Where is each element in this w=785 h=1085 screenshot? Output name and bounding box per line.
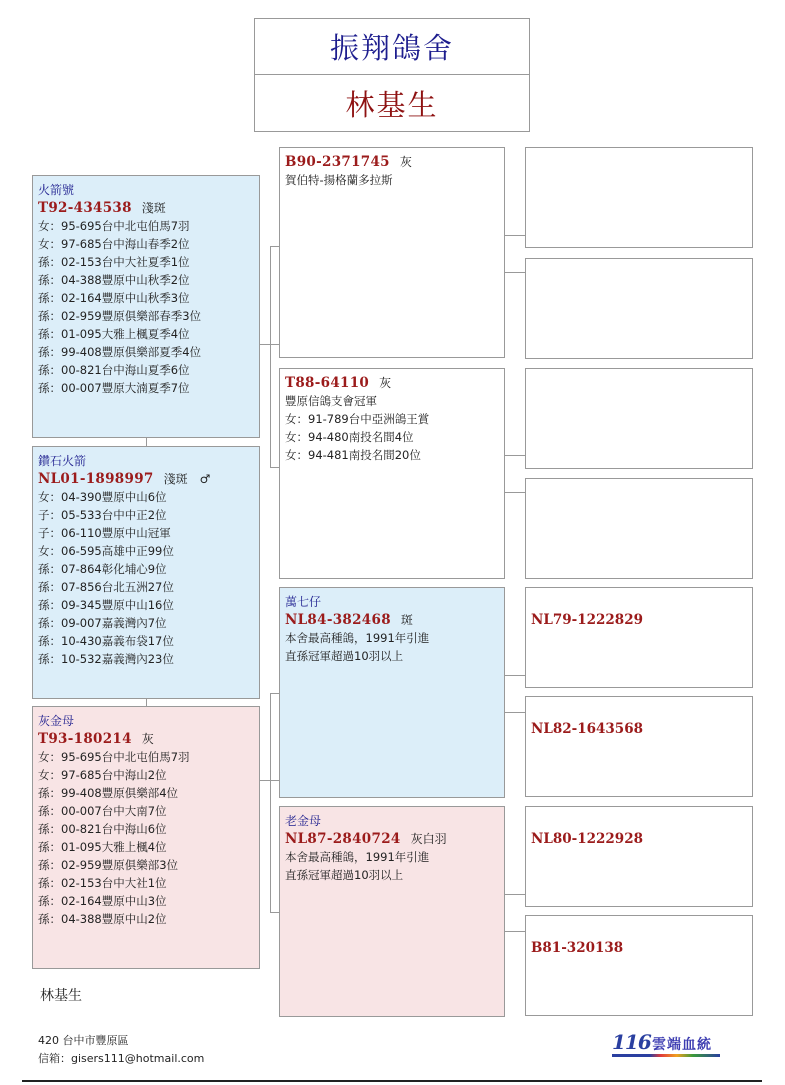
owner-name: 林基生 xyxy=(345,88,439,122)
sire-result: 孫：10-532嘉義灣內23位 xyxy=(38,652,174,666)
gen2-note: 女：94-480南投名間4位 xyxy=(285,430,414,444)
sire-ring-line xyxy=(38,470,254,488)
gen2-color: 灰 xyxy=(399,155,412,169)
gen2-ring: NL87-2840724 xyxy=(285,831,401,847)
gen2-note: 本舍最高種鴿，1991年引進 xyxy=(285,631,430,645)
footer-address: 420 台中市豐原區 xyxy=(38,1034,129,1047)
male-icon: ♂ xyxy=(199,472,211,486)
gen3-ring: NL79-1222829 xyxy=(531,612,643,628)
subject-ring: T92-434538 xyxy=(38,200,132,216)
dam-color: 灰 xyxy=(141,732,154,746)
gen2-note: 直孫冠軍超過10羽以上 xyxy=(285,868,404,882)
dam-result: 孫：02-164豐原中山3位 xyxy=(38,894,167,908)
dam-ring: T93-180214 xyxy=(38,731,132,747)
connector-sire-out xyxy=(259,344,279,345)
logo-text: 雲端血統 xyxy=(652,1037,712,1053)
gen3-ring: NL80-1222928 xyxy=(531,831,643,847)
connector-dam-branch xyxy=(270,693,271,913)
sire-result: 孫：10-430嘉義布袋17位 xyxy=(38,634,174,648)
subject-result: 孫：00-007豐原大湳夏季7位 xyxy=(38,381,190,395)
connector-g2b-bottom xyxy=(504,492,526,493)
gen2-ring: B90-2371745 xyxy=(285,154,390,170)
dam-result: 女：95-695台中北屯伯馬7羽 xyxy=(38,750,190,764)
sire-card xyxy=(32,446,260,699)
gen2-name: 老金母 xyxy=(285,814,322,828)
gen2-color: 灰 xyxy=(379,376,392,390)
sire-result: 子：06-110豐原中山冠軍 xyxy=(38,526,171,540)
loft-name: 振翔鴿舍 xyxy=(255,19,529,75)
gen2-note: 豐原信鴿支會冠軍 xyxy=(285,394,377,408)
gen2-card-sire-sire xyxy=(279,147,505,358)
sire-result: 子：05-533台中中正2位 xyxy=(38,508,167,522)
gen3-card xyxy=(525,806,753,907)
gen2-note: 賀伯特-揚格蘭多拉斯 xyxy=(285,173,393,187)
dam-result: 孫：02-153台中大社1位 xyxy=(38,876,167,890)
subject-result: 女：95-695台中北屯伯馬7羽 xyxy=(38,219,190,233)
subject-result: 女：97-685台中海山春季2位 xyxy=(38,237,190,251)
subject-card xyxy=(32,175,260,438)
subject-result: 孫：04-388豐原中山秋季2位 xyxy=(38,273,190,287)
sire-result: 孫：07-856台北五洲27位 xyxy=(38,580,174,594)
dam-result: 孫：00-007台中大南7位 xyxy=(38,804,167,818)
footer-email: 信箱：gisers111@hotmail.com xyxy=(38,1052,205,1065)
gen2-ring-line xyxy=(285,153,499,171)
connector-g2d-bottom xyxy=(504,931,526,932)
subject-result: 孫：00-821台中海山夏季6位 xyxy=(38,363,190,377)
sire-result: 孫：07-864彰化埔心9位 xyxy=(38,562,167,576)
gen2-color: 灰白羽 xyxy=(410,832,447,846)
gen2-ring-line xyxy=(285,611,499,629)
gen3-card xyxy=(525,258,753,359)
gen2-note: 本舍最高種鴿，1991年引進 xyxy=(285,850,430,864)
subject-name: 火箭號 xyxy=(38,183,75,197)
gen2-color: 斑 xyxy=(400,613,413,627)
sire-color: 淺斑 xyxy=(163,472,188,486)
gen2-card-dam-dam xyxy=(279,806,505,1017)
footer-owner: 林基生 xyxy=(40,988,82,1004)
dam-result: 孫：04-388豐原中山2位 xyxy=(38,912,167,926)
gen2-ring-line xyxy=(285,374,499,392)
header-box xyxy=(254,18,530,132)
connector-g2b-top xyxy=(504,455,526,456)
sire-name: 鑽石火箭 xyxy=(38,454,87,468)
dam-result: 孫：00-821台中海山6位 xyxy=(38,822,167,836)
dam-name: 灰金母 xyxy=(38,714,75,728)
connector-g2c-bottom xyxy=(504,712,526,713)
subject-ring-line xyxy=(38,199,254,217)
dam-ring-line xyxy=(38,730,254,748)
gen3-card xyxy=(525,915,753,1016)
gen2-ring: T88-64110 xyxy=(285,375,370,391)
gen3-ring: NL82-1643568 xyxy=(531,721,643,737)
subject-result: 孫：02-153台中大社夏季1位 xyxy=(38,255,190,269)
connector-g2a-top xyxy=(504,235,526,236)
dam-result: 孫：99-408豐原俱樂部4位 xyxy=(38,786,179,800)
dam-result: 孫：02-959豐原俱樂部3位 xyxy=(38,858,179,872)
sire-result: 孫：09-007嘉義灣內7位 xyxy=(38,616,167,630)
gen3-card xyxy=(525,696,753,797)
gen2-note: 女：91-789台中亞洲鴿王賞 xyxy=(285,412,430,426)
bottom-divider xyxy=(22,1080,762,1082)
gen3-card xyxy=(525,147,753,248)
connector-dam-out xyxy=(259,780,279,781)
subject-result: 孫：02-164豐原中山秋季3位 xyxy=(38,291,190,305)
connector-g2d-top xyxy=(504,894,526,895)
subject-color: 淺斑 xyxy=(141,201,166,215)
sire-result: 女：04-390豐原中山6位 xyxy=(38,490,167,504)
connector-sire-branch xyxy=(270,246,271,468)
gen2-card-dam-sire xyxy=(279,587,505,798)
dam-result: 女：97-685台中海山2位 xyxy=(38,768,167,782)
subject-result: 孫：02-959豐原俱樂部春季3位 xyxy=(38,309,202,323)
gen2-name: 萬七仔 xyxy=(285,595,322,609)
logo-underline xyxy=(612,1054,720,1057)
connector-g2c-top xyxy=(504,675,526,676)
subject-result: 孫：99-408豐原俱樂部夏季4位 xyxy=(38,345,202,359)
sire-result: 女：06-595高雄中正99位 xyxy=(38,544,174,558)
sire-result: 孫：09-345豐原中山16位 xyxy=(38,598,174,612)
gen3-card xyxy=(525,368,753,469)
gen3-card xyxy=(525,478,753,579)
logo-number: 116 xyxy=(612,1030,651,1054)
connector-g2a-bottom xyxy=(504,272,526,273)
gen2-note: 女：94-481南投名間20位 xyxy=(285,448,421,462)
subject-result: 孫：01-095大雅上楓夏季4位 xyxy=(38,327,190,341)
sire-ring: NL01-1898997 xyxy=(38,471,154,487)
cloud-pedigree-logo xyxy=(612,1030,722,1058)
gen2-card-sire-dam xyxy=(279,368,505,579)
dam-result: 孫：01-095大雅上楓4位 xyxy=(38,840,167,854)
gen2-ring: NL84-382468 xyxy=(285,612,391,628)
gen2-ring-line xyxy=(285,830,499,848)
gen3-card xyxy=(525,587,753,688)
gen3-ring: B81-320138 xyxy=(531,940,624,956)
gen2-note: 直孫冠軍超過10羽以上 xyxy=(285,649,404,663)
dam-card xyxy=(32,706,260,969)
